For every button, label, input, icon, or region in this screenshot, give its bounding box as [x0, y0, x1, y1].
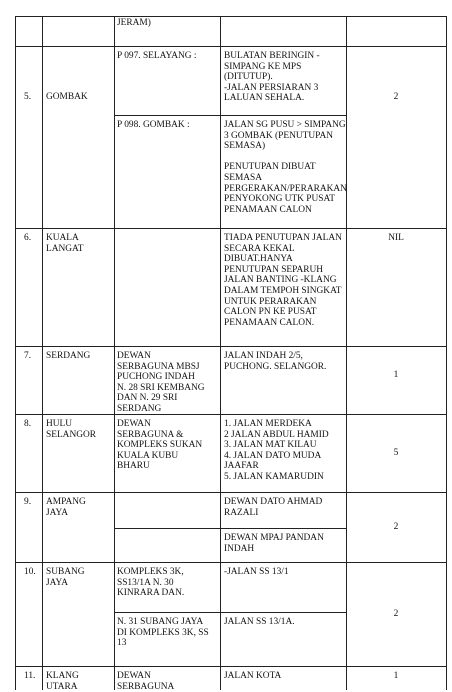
road-text: 3 GOMBAK (PENUTUPAN	[224, 130, 334, 141]
table-column-line	[114, 16, 115, 690]
venue-text: SERBAGUNA MBSJ	[117, 361, 200, 372]
district-name: KLANG	[46, 671, 79, 681]
road-text: JALAN KOTA	[224, 671, 282, 681]
venue-text: P 097. SELAYANG :	[117, 51, 197, 61]
district-name: AMPANG	[46, 497, 86, 507]
road-text: LALUAN SEHALA.	[224, 93, 305, 104]
closure-count: 2	[393, 92, 399, 102]
table-row-line	[15, 562, 447, 563]
road-text: 3. JALAN MAT KILAU	[224, 440, 317, 451]
road-text: SIMPANG KE MPS	[224, 61, 302, 72]
road-text: PENUTUPAN SEPARUH	[224, 264, 324, 275]
venue-text: DAN N. 29 SRI	[117, 393, 178, 404]
road-text: JALAN INDAH 2/5,	[224, 351, 303, 361]
table-row-line	[15, 16, 447, 17]
district-name: HULU	[46, 419, 73, 429]
venue-text: DEWAN	[117, 671, 151, 681]
road-text: DIBUAT.HANYA	[224, 254, 293, 265]
closure-count: 2	[393, 609, 399, 619]
venue-text: P 098. GOMBAK :	[117, 120, 190, 130]
road-text: DALAM TEMPOH SINGKAT	[224, 286, 342, 296]
district-name: SUBANG	[46, 567, 85, 577]
road-text: SECARA KEKAL	[224, 243, 295, 254]
district-name: KUALA	[46, 233, 79, 243]
road-text: UNTUK PERARAKAN	[224, 296, 317, 307]
table-cell-split-line	[114, 612, 346, 613]
table-row-line	[15, 414, 447, 415]
road-text: BULATAN BERINGIN -	[224, 51, 320, 61]
road-text: 5. JALAN KAMARUDIN	[224, 472, 324, 482]
district-name: SERDANG	[46, 351, 91, 361]
venue-text: N. 31 SUBANG JAYA	[117, 617, 204, 627]
table-row-line	[15, 346, 447, 347]
venue-text: SERBAGUNA	[117, 681, 175, 692]
table-column-line	[15, 16, 16, 690]
row-number: 11.	[24, 671, 36, 681]
venue-text: 13	[117, 638, 127, 649]
road-text: PERGERAKAN/PERARAKAN	[224, 183, 347, 194]
district-name: JAYA	[46, 507, 69, 518]
road-text: RAZALI	[224, 507, 259, 518]
table-column-line	[42, 16, 43, 690]
road-text: -JALAN SS 13/1	[224, 567, 289, 577]
venue-text: JERAM)	[117, 18, 151, 28]
closure-count: NIL	[388, 233, 404, 243]
road-text: JALAN SS 13/1A.	[224, 617, 295, 627]
district-name: GOMBAK	[46, 92, 88, 102]
venue-text: DI KOMPLEKS 3K, SS	[117, 627, 209, 638]
road-text: 2 JALAN ABDUL HAMID	[224, 429, 329, 440]
venue-text: PUCHONG INDAH	[117, 372, 195, 383]
closure-count: 5	[393, 448, 399, 458]
table-row-line	[15, 46, 447, 47]
table-row-line	[15, 666, 447, 667]
road-text: SEMASA	[224, 173, 263, 183]
row-number: 9.	[24, 497, 32, 507]
closure-count: 2	[393, 522, 399, 532]
district-name: SELANGOR	[46, 429, 97, 440]
table-column-line	[220, 16, 221, 690]
venue-text: SERDANG	[117, 404, 162, 414]
row-number: 10.	[24, 567, 36, 577]
row-number: 5.	[24, 92, 32, 102]
road-text: -JALAN PERSIARAN 3	[224, 82, 319, 93]
road-text: 1. JALAN MERDEKA	[224, 419, 312, 429]
venue-text: DEWAN	[117, 419, 151, 429]
road-text: PENUTUPAN DIBUAT	[224, 162, 316, 173]
district-name: UTARA	[46, 681, 78, 692]
closure-count: 1	[393, 671, 399, 681]
road-text: DEWAN DATO AHMAD	[224, 497, 323, 507]
road-text: INDAH	[224, 543, 255, 554]
road-text: SEMASA)	[224, 141, 266, 152]
venue-text: KOMPLEKS SUKAN	[117, 440, 203, 451]
table-cell-split-line	[114, 115, 346, 116]
row-number: 6.	[24, 233, 32, 243]
road-text: CALON PN KE PUSAT	[224, 307, 317, 318]
row-number: 7.	[24, 351, 32, 361]
table-column-line	[446, 16, 447, 690]
venue-text: N. 28 SRI KEMBANG	[117, 382, 205, 393]
road-text: JALAN SG PUSU > SIMPANG	[224, 120, 346, 130]
road-text: TIADA PENUTUPAN JALAN	[224, 233, 342, 243]
table-row-line	[15, 228, 447, 229]
road-text: JAAFAR	[224, 461, 259, 472]
road-text: (DITUTUP).	[224, 72, 273, 83]
road-text: PENYOKONG UTK PUSAT	[224, 194, 335, 205]
venue-text: KOMPLEKS 3K,	[117, 567, 184, 577]
road-text: 4. JALAN DATO MUDA	[224, 450, 322, 461]
venue-text: KUALA KUBU	[117, 450, 179, 461]
road-text: JALAN BANTING -KLANG	[224, 275, 337, 286]
road-text: PUCHONG. SELANGOR.	[224, 361, 327, 372]
district-name: LANGAT	[46, 243, 84, 254]
venue-text: DEWAN	[117, 351, 151, 361]
table-column-line	[346, 16, 347, 690]
road-text: DEWAN MPAJ PANDAN	[224, 533, 324, 543]
road-text: PENAMAAN CALON	[224, 204, 312, 215]
table-row-line	[15, 492, 447, 493]
row-number: 8.	[24, 419, 32, 429]
road-text: PENAMAAN CALON.	[224, 317, 315, 328]
district-name: JAYA	[46, 577, 69, 588]
venue-text: BHARU	[117, 461, 150, 472]
venue-text: SS13/1A N. 30	[117, 577, 174, 588]
venue-text: KINRARA DAN.	[117, 588, 185, 599]
table-cell-split-line	[114, 528, 346, 529]
venue-text: SERBAGUNA &	[117, 429, 184, 440]
closure-count: 1	[393, 370, 399, 380]
